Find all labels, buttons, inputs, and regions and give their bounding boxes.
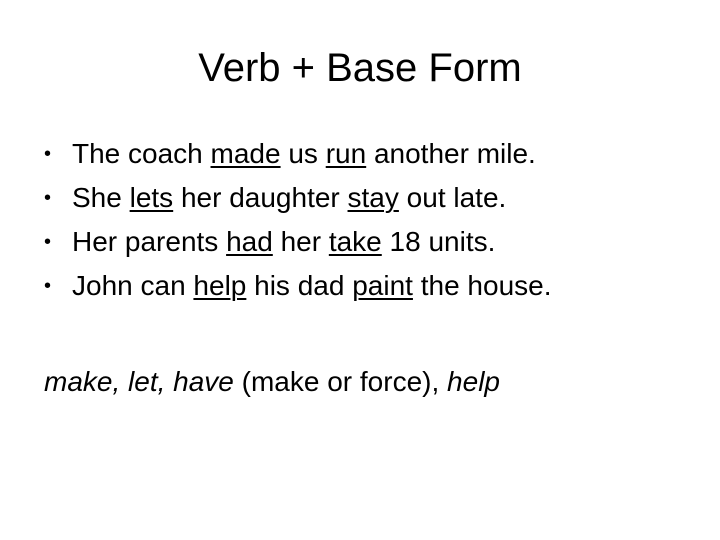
bullet-icon: • (44, 143, 52, 165)
example-sentence (44, 264, 704, 308)
summary-verb-help: help (447, 366, 500, 397)
underlined-verb: run (325, 138, 367, 169)
sentence-text (72, 138, 536, 169)
example-sentence-list (44, 132, 704, 308)
sentence-segment: John can (72, 270, 194, 301)
example-sentence (44, 132, 704, 176)
sentence-segment: out late. (398, 182, 507, 213)
sentence-segment: She (72, 182, 130, 213)
sentence-segment: the house. (412, 270, 552, 301)
sentence-segment: us (280, 138, 326, 169)
underlined-verb: lets (129, 182, 174, 213)
summary-verbs: make, let, have (44, 366, 234, 397)
sentence-segment: her (272, 226, 329, 257)
underlined-verb: made (210, 138, 281, 169)
slide-title: Verb + Base Form (198, 46, 522, 90)
sentence-segment: his dad (246, 270, 353, 301)
bullet-icon: • (44, 275, 52, 297)
sentence-segment: The coach (72, 138, 211, 169)
summary-note: (make or force), (233, 366, 448, 397)
bullet-icon: • (44, 187, 52, 209)
example-sentence (44, 176, 704, 220)
sentence-text (72, 182, 506, 213)
underlined-verb: stay (347, 182, 399, 213)
sentence-segment: 18 units. (381, 226, 496, 257)
sentence-segment: another mile. (366, 138, 536, 169)
underlined-verb: help (193, 270, 247, 301)
underlined-verb: had (226, 226, 273, 257)
example-sentence (44, 220, 704, 264)
sentence-segment: Her parents (72, 226, 227, 257)
sentence-text (72, 270, 552, 301)
sentence-segment: her daughter (173, 182, 348, 213)
underlined-verb: paint (352, 270, 413, 301)
bullet-icon: • (44, 231, 52, 253)
underlined-verb: take (328, 226, 382, 257)
sentence-text (72, 226, 495, 257)
summary-line (44, 362, 500, 402)
